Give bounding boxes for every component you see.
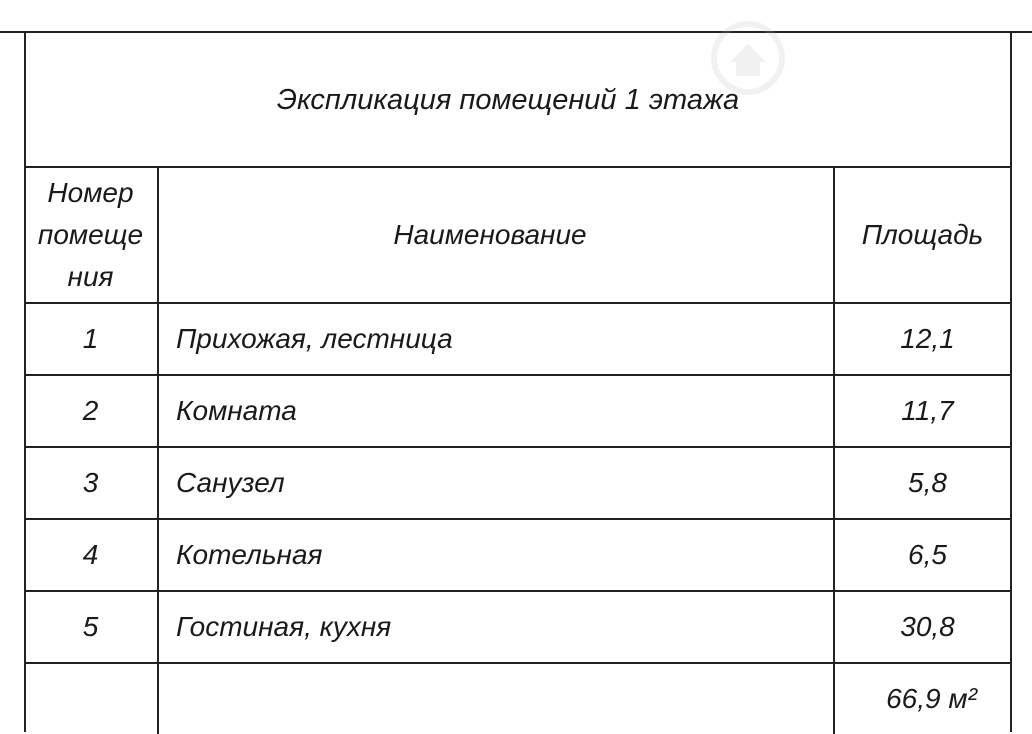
room-number: 3 — [24, 447, 158, 519]
total-area: 66,9 м² — [886, 683, 977, 714]
explication-sheet — [24, 32, 1012, 732]
table-row — [24, 303, 1010, 375]
room-name: Комната — [158, 375, 834, 447]
room-name: Котельная — [158, 519, 834, 591]
table-title-cell — [24, 32, 1010, 168]
room-name: Гостиная, кухня — [158, 591, 834, 663]
header-room-area: Площадь — [834, 168, 1010, 303]
header-room-name: Наименование — [158, 168, 834, 303]
room-area: 5,8 — [834, 447, 1010, 519]
header-room-number-line: Номер — [47, 177, 134, 208]
room-number: 5 — [24, 591, 158, 663]
table-header-row — [24, 168, 1010, 303]
table-row — [24, 375, 1010, 447]
header-room-number-line: ния — [67, 261, 114, 292]
table-row — [24, 591, 1010, 663]
room-area: 11,7 — [834, 375, 1010, 447]
room-area: 30,8 — [834, 591, 1010, 663]
room-name: Прихожая, лестница — [158, 303, 834, 375]
table-row — [24, 519, 1010, 591]
page-left-margin-border — [0, 32, 26, 732]
explication-table — [24, 168, 1010, 734]
room-name: Санузел — [158, 447, 834, 519]
table-row — [24, 447, 1010, 519]
room-number: 4 — [24, 519, 158, 591]
header-room-number-line: помеще — [37, 219, 144, 250]
room-number: 1 — [24, 303, 158, 375]
total-name-cell — [158, 663, 834, 734]
room-number: 2 — [24, 375, 158, 447]
room-area: 12,1 — [834, 303, 1010, 375]
table-total-row — [24, 663, 1010, 734]
table-title: Экспликация помещений 1 этажа — [276, 83, 740, 116]
total-number-cell — [24, 663, 158, 734]
room-area: 6,5 — [834, 519, 1010, 591]
header-room-number — [24, 168, 158, 303]
